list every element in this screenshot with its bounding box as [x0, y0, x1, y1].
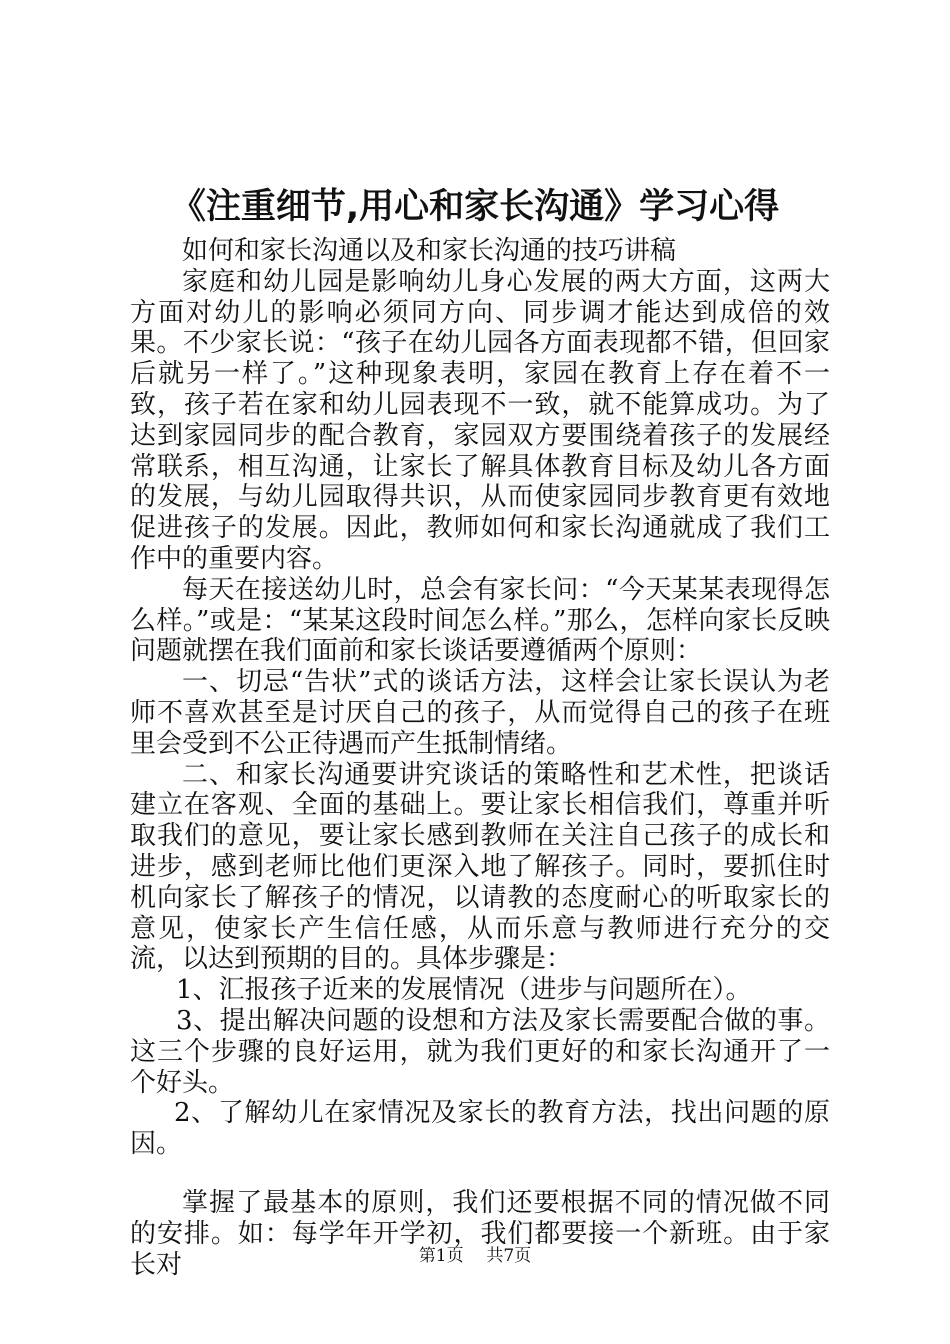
paragraph-intro: 家庭和幼儿园是影响幼儿身心发展的两大方面，这两大方面对幼儿的影响必须同方向、同步调才能达到成倍的效果。不少家长说：“孩子在幼儿园各方面表现都不错，但回家后就另一样了。”这种现象表明，家园在教育上存在着不一致，孩子若在家和幼儿园表现不一致，就不能算成功。为了达到家园同步的配合教育，家园双方要围绕着孩子的发展经常联系，相互沟通，让家长了解具体教育目标及幼儿各方面的发展，与幼儿园取得共识，从而使家园同步教育更有效地促进孩子的发展。因此，教师如何和家长沟通就成了我们工作中的重要内容。: [130, 266, 830, 574]
page-number: 第1页: [418, 1246, 464, 1266]
paragraph-new-class: 掌握了最基本的原则，我们还要根据不同的情况做不同的安排。如：每学年开学初，我们都要接一个新班。由于家长对: [130, 1187, 830, 1280]
paragraph-principle-two: 二、和家长沟通要讲究谈话的策略性和艺术性，把谈话建立在客观、全面的基础上。要让家长相信我们，尊重并听取我们的意见，要让家长感到教师在关注自己孩子的成长和进步，感到老师比他们更深入地了解孩子。同时，要抓住时机向家长了解孩子的情况，以请教的态度耐心的听取家长的意见，使家长产生信任感，从而乐意与教师进行充分的交流，以达到预期的目的。具体步骤是：: [130, 759, 830, 975]
paragraph-daily-pickup: 每天在接送幼儿时，总会有家长问：“今天某某表现得怎么样。”或是：“某某这段时间怎么样。”那么，怎样向家长反映问题就摆在我们面前和家长谈话要遵循两个原则：: [130, 574, 830, 667]
paragraph-principle-one: 一、切忌“告状”式的谈话方法，这样会让家长误认为老师不喜欢甚至是讨厌自己的孩子，从而觉得自己的孩子在班里会受到不公正待遇而产生抵制情绪。: [130, 667, 830, 759]
paragraph-subtitle: 如何和家长沟通以及和家长沟通的技巧讲稿: [182, 236, 677, 266]
page-footer: [0, 1244, 950, 1268]
document-title: 《注重细节,用心和家长沟通》学习心得: [170, 187, 780, 227]
document-body: [130, 236, 830, 1280]
paragraph-step-one: 1、汇报孩子近来的发展情况（进步与问题所在）。: [176, 975, 752, 1006]
paragraph-step-three: 3、提出解决问题的设想和方法及家长需要配合做的事。这三个步骤的良好运用，就为我们更好的和家长沟通开了一个好头。: [130, 1005, 830, 1098]
paragraph-step-two: 2、了解幼儿在家情况及家长的教育方法，找出问题的原因。: [130, 1098, 830, 1160]
page-total: 共7页: [486, 1246, 532, 1266]
